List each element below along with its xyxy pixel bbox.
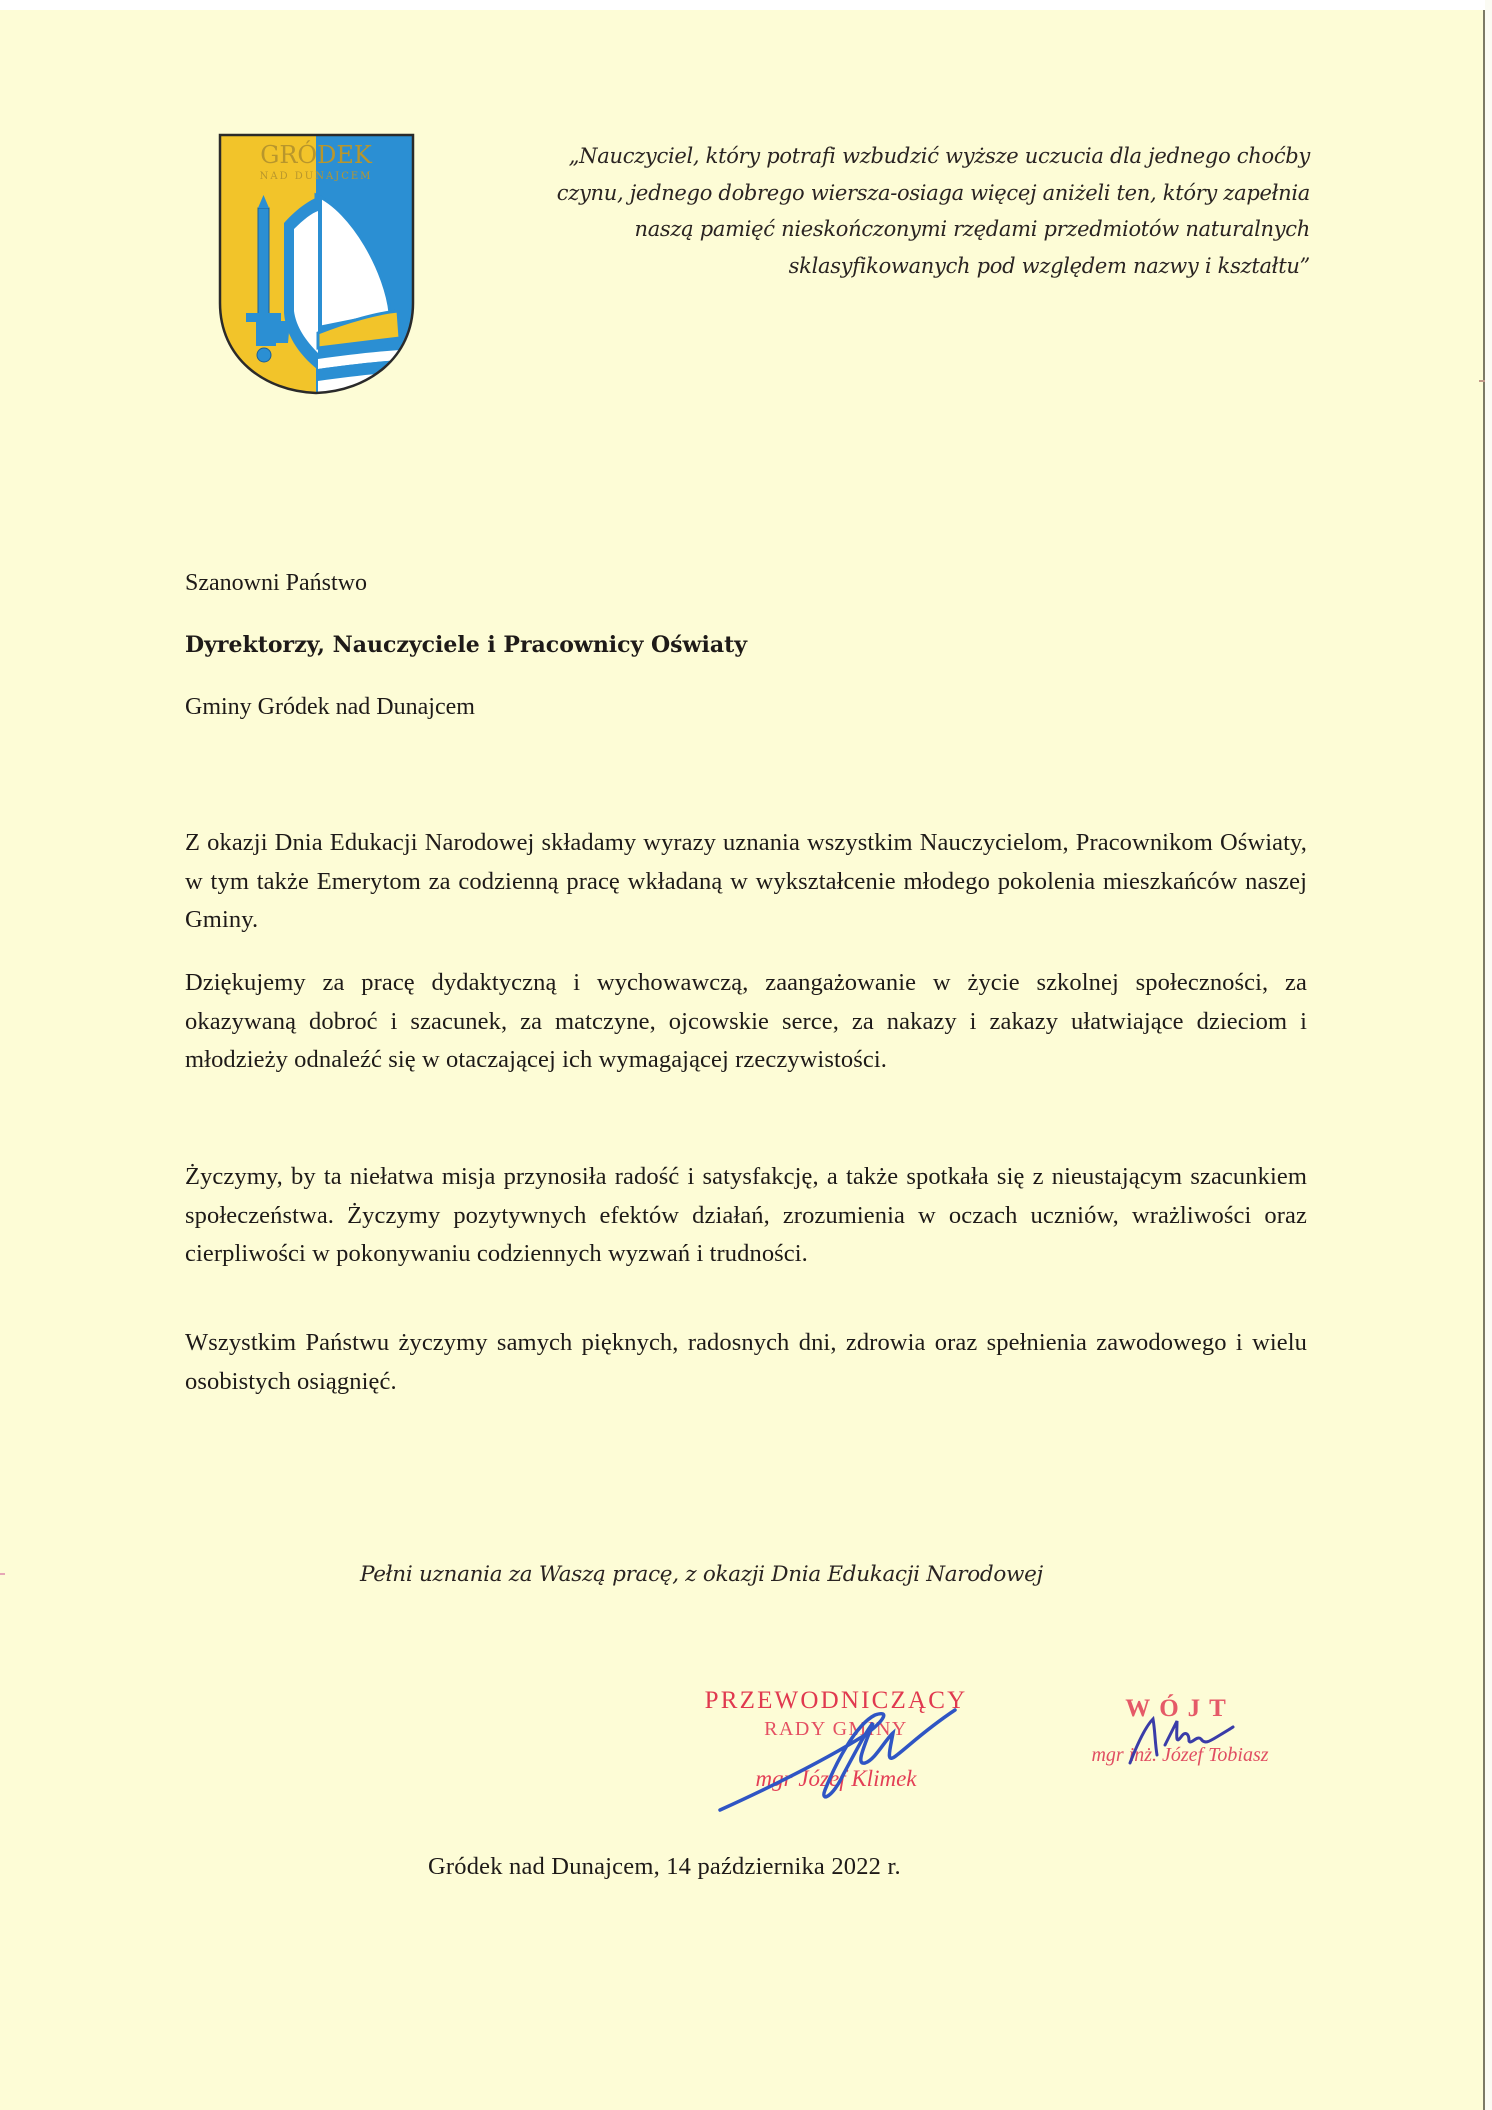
mayor-stamp	[1030, 1695, 1330, 1769]
quote-line: czynu, jednego dobrego wiersza-osiaga więcej aniżeli ten, który zapełnia	[556, 180, 1310, 205]
recipients-heading: Dyrektorzy, Nauczyciele i Pracownicy Oświaty	[185, 632, 748, 658]
salutation-block	[185, 568, 747, 754]
quote-line: „Nauczyciel, który potrafi wzbudzić wyższe uczucia dla jednego choćby	[568, 144, 1310, 168]
crest-town-name: GRÓDEK	[260, 141, 372, 169]
body-paragraph: Życzymy, by ta niełatwa misja przynosiła radość i satysfakcję, a także spotkała się z nieustającym szacunkiem społeczeństwa. Życzymy pozytywnych efektów działań, zrozumienia w oczach uczniów, wrażliwości oraz cierpliwości w pokonywaniu codziennych wyzwań i trudności.	[185, 1163, 1307, 1267]
municipality-line: Gminy Gródek nad Dunajcem	[185, 694, 475, 720]
coat-of-arms-icon	[218, 133, 415, 395]
body-paragraph: Z okazji Dnia Edukacji Narodowej składamy wyrazy uznania wszystkim Nauczycielom, Pracownikom Oświaty, w tym także Emerytom za codzienną pracę wkładaną w wykształcenie młodego pokolenia mieszkańców naszej Gminy.	[185, 829, 1307, 933]
epigraph-quote	[500, 138, 1310, 284]
closing-line: Pełni uznania za Waszą pracę, z okazji Dnia Edukacji Narodowej	[360, 1562, 1043, 1587]
quote-line: sklasyfikowanych pod względem nazwy i kształtu”	[788, 253, 1310, 278]
paper-edge-mark	[1479, 380, 1485, 382]
stamp-subtitle: RADY GMINY	[764, 1718, 908, 1740]
crest-town-subtitle: NAD DUNAJCEM	[259, 171, 373, 182]
stamp-title: WÓJT	[1125, 1695, 1235, 1722]
scan-top-margin	[0, 0, 1492, 10]
signatory-name: mgr inż. Józef Tobiasz	[1091, 1744, 1269, 1766]
signatory-name: mgr Józef Klimek	[755, 1766, 917, 1791]
council-chair-stamp	[686, 1687, 986, 1793]
quote-line: naszą pamięć nieskończonymi rzędami przedmiotów naturalnych	[634, 217, 1310, 241]
body-paragraph: Dziękujemy za pracę dydaktyczną i wychowawczą, zaangażowanie w życie szkolnej społeczności, za okazywaną dobroć i szacunek, za matczyne, ojcowskie serce, za nakazy i zakazy ułatwiające dzieciom i młodzieży odnaleźć się w otaczającej ich wymagającej rzeczywistości.	[185, 969, 1307, 1073]
scan-right-margin	[1485, 0, 1492, 2110]
paper-edge-mark	[0, 1573, 5, 1575]
greeting: Szanowni Państwo	[185, 570, 367, 596]
stamp-title: PRZEWODNICZĄCY	[704, 1687, 968, 1714]
place-and-date: Gródek nad Dunajcem, 14 października 2022 r.	[428, 1853, 901, 1880]
body-paragraph: Wszystkim Państwu życzymy samych pięknych, radosnych dni, zdrowia oraz spełnienia zawodowego i wielu osobistych osiągnięć.	[185, 1329, 1307, 1395]
